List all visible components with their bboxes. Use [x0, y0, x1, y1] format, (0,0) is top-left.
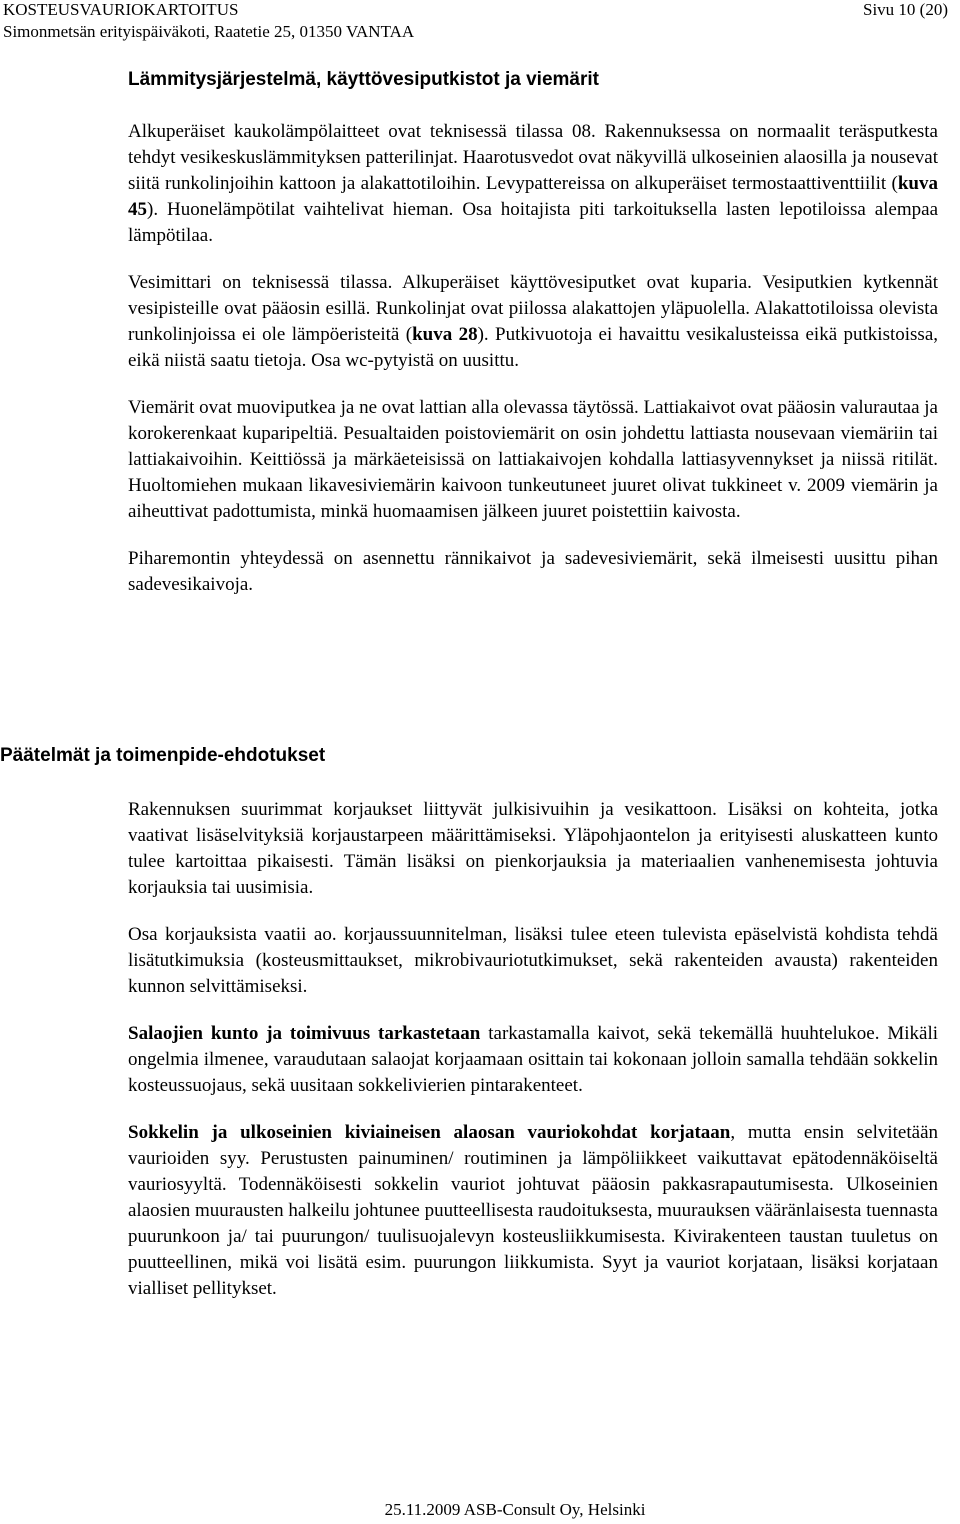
footer-date: 25.11.2009 [384, 1500, 461, 1519]
section-heading-conclusions: Päätelmät ja toimenpide-ehdotukset [0, 745, 326, 766]
paragraph-text: Vesimittari on teknisessä tilassa. Alkuperäiset käyttövesiputket ovat kuparia. Vesiputkien kytkennät vesipisteille ovat pääosin esillä. Runkolinjat ovat piilossa alakattojen yläpuolella. Alakattotiloissa olevista runkolinjoissa ei ole lämpöeristeitä ( [128, 272, 938, 345]
paragraph-heating [128, 119, 938, 249]
footer-company: ASB-Consult Oy, Helsinki [463, 1500, 646, 1519]
paragraph-major-repairs: Rakennuksen suurimmat korjaukset liittyvät julkisivuihin ja vesikattoon. Lisäksi on kohteita, jotka vaativat lisäselvityksiä korjaustarpeen määrittämiseksi. Yläpohjaontelon ja erityisesti aluskatteen kunto tulee kartoittaa pikaisesti. Tämän lisäksi on pienkorjauksia ja materiaalien vanhenemisesta johtuvia korjauksia tai uusimisia. [128, 799, 938, 898]
paragraph-text: , mutta ensin selvitetään vaurioiden syy. Perustusten painuminen/ routiminen ja lämpöliikkeet vaikuttavat epätodennäköiseltä vauriosyyltä. Todennäköisesti sokkelin vauriot johtuvat pääosin pakkasrapautumisesta. Ulkoseinien alaosien muurausten halkeilu johtunee puutteellisesta raudoituksesta, muurauksen vääränlaisesta tuennasta puurunkoon ja/ tai puurungon/ tuulisuojalevyn kosteusliikkumisesta. Kivirakenteen taustan tuuletus on puutteellinen, mikä voi lisätä esim. puurungon liikkumista. Syyt ja vauriot korjataan, lisäksi korjataan vialliset pellitykset. [128, 1122, 939, 1299]
paragraph-drainage-check [128, 1021, 938, 1099]
figure-reference: kuva 28 [412, 324, 478, 345]
bold-lead: Sokkelin ja ulkoseinien kiviaineisen alaosan vauriokohdat korjataan [128, 1122, 731, 1143]
paragraph-repair-plan: Osa korjauksista vaatii ao. korjaussuunnitelman, lisäksi tulee eteen tulevista epäselvistä kohdista tehdä lisätutkimuksia (kosteusmittaukset, mikrobivauriotutkimukset, sekä rakenteiden avausta) rakenteiden kunnon selvittämiseksi. [128, 924, 938, 997]
document-footer [0, 1500, 960, 1520]
page-number: Sivu 10 (20) [863, 0, 948, 19]
paragraph-text: ). Huonelämpötilat vaihtelivat hieman. Osa hoitajista piti tarkoituksella lasten lepotiloissa alempaa lämpötilaa. [128, 199, 938, 246]
section-body-heating [128, 119, 938, 619]
document-header-title: KOSTEUSVAURIOKARTOITUS [3, 0, 239, 19]
paragraph-text: Alkuperäiset kaukolämpölaitteet ovat teknisessä tilassa 08. Rakennuksessa on normaalit teräsputkesta tehdyt vesikeskuslämmityksen patterilinjat. Haarotusvedot ovat näkyvillä ulkoseinien alaosilla ja nousevat siitä runkolinjoihin kattoon ja alakattotiloihin. Levypattereissa on alkuperäiset termostaattiventtiilit ( [128, 121, 938, 194]
bold-lead: Salaojien kunto ja toimivuus tarkastetaan [128, 1023, 481, 1044]
section-heading-heating: Lämmitysjärjestelmä, käyttövesiputkistot ja viemärit [128, 69, 599, 90]
paragraph-plinth-repairs [128, 1120, 938, 1302]
paragraph-text: tarkastamalla kaivot, sekä tekemällä huuhtelukoe. Mikäli ongelmia ilmenee, varaudutaan salaojat korjaamaan osittain tai kokonaan jolloin samalla tehdään sokkelin kosteussuojaus, sekä uusitaan sokkelivierien pintarakenteet. [128, 1023, 939, 1096]
figure-reference: kuva 45 [128, 173, 938, 220]
paragraph-sewers: Viemärit ovat muoviputkea ja ne ovat lattian alla olevassa täytössä. Lattiakaivot ovat pääosin valurautaa ja korokerenkaat kuparipeltiä. Pesualtaiden poistoviemärit on osin johdettu lattiasta nousevaan viemäriin tai lattiakaivoihin. Keittiössä ja märkäeteisissä on lattiakaivojen kohdalla lattiasyvennykset ja niissä ritilät. Huoltomiehen mukaan likavesiviemärin kaivoon tunkeutuneet juuret olivat tukkineet v. 2009 viemärin ja aiheuttivat padottumista, minkä huomaamisen jälkeen juuret poistettiin kaivosta. [128, 397, 938, 522]
paragraph-yard-drainage: Piharemontin yhteydessä on asennettu rännikaivot ja sadevesiviemärit, sekä ilmeisesti uusittu pihan sadevesikaivoja. [128, 548, 938, 595]
document-header-address: Simonmetsän erityispäiväkoti, Raatetie 25, 01350 VANTAA [3, 22, 415, 41]
paragraph-water-pipes [128, 270, 938, 374]
paragraph-text: ). Putkivuotoja ei havaittu vesikalusteissa eikä putkistoissa, eikä niistä saatu tietoja. Osa wc-pytyistä on uusittu. [128, 324, 939, 371]
section-body-conclusions [128, 797, 938, 1323]
